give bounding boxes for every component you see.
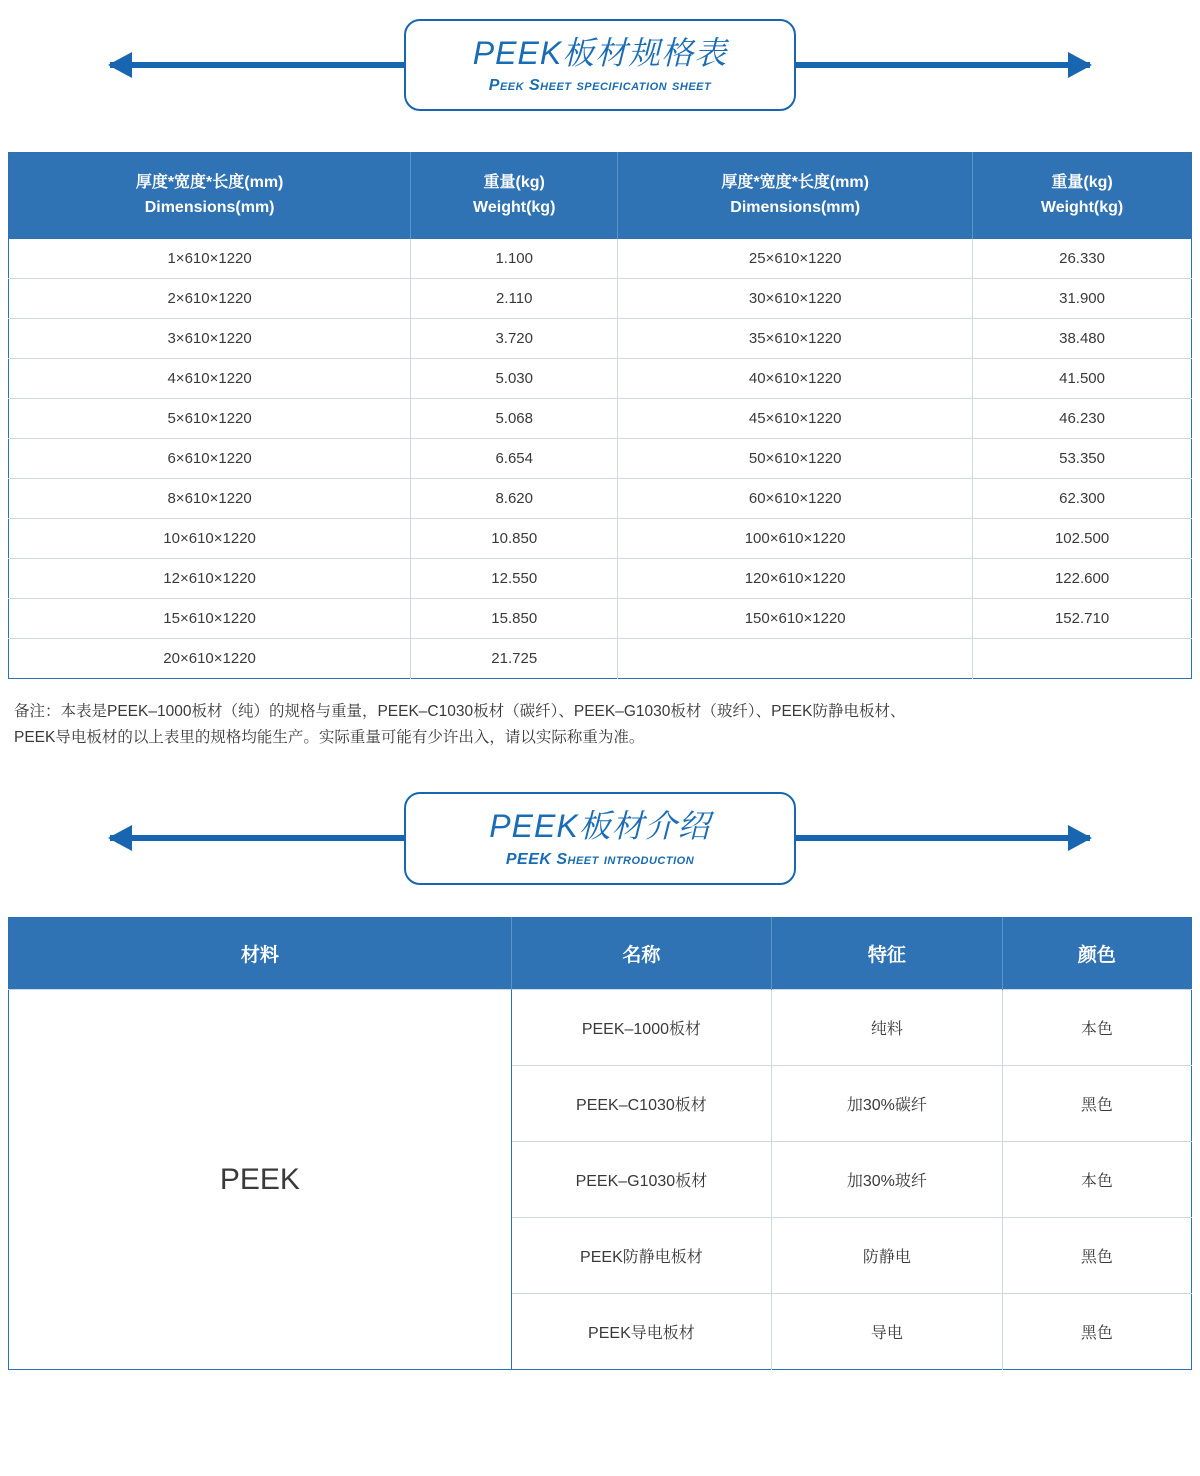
intro-header-color: 颜色 [1002, 918, 1191, 990]
spec-cell: 8×610×1220 [9, 478, 411, 518]
spec-cell: 100×610×1220 [618, 518, 973, 558]
spec-title-box [404, 19, 796, 112]
intro-header-name: 名称 [511, 918, 771, 990]
spec-cell: 31.900 [973, 278, 1192, 318]
table-row [9, 478, 1192, 518]
spec-note-line-2: PEEK导电板材的以上表里的规格均能生产。实际重量可能有少许出入，请以实际称重为准。 [14, 728, 645, 746]
spec-cell: 5.068 [411, 398, 618, 438]
intro-section-banner [0, 773, 1200, 903]
intro-table [8, 917, 1192, 1370]
spec-cell: 2×610×1220 [9, 278, 411, 318]
intro-title-en: PEEK Sheet introduction [505, 850, 695, 868]
intro-cell-name: PEEK–G1030板材 [511, 1142, 771, 1218]
arrow-left-icon [108, 825, 132, 851]
intro-cell-name: PEEK–C1030板材 [511, 1066, 771, 1142]
spec-cell: 38.480 [973, 318, 1192, 358]
spec-section-banner [0, 0, 1200, 130]
table-row [9, 438, 1192, 478]
spec-cell: 50×610×1220 [618, 438, 973, 478]
spec-cell [973, 638, 1192, 678]
table-row [9, 598, 1192, 638]
intro-table-wrap [8, 917, 1192, 1370]
spec-header-cn-3: 重量(kg) [1051, 174, 1113, 191]
spec-cell: 12.550 [411, 558, 618, 598]
spec-table-head [9, 153, 1192, 239]
spec-cell: 3.720 [411, 318, 618, 358]
intro-header-material: 材料 [9, 918, 512, 990]
spec-title-en: Peek Sheet specification sheet [488, 77, 712, 95]
spec-table [8, 152, 1192, 679]
spec-cell: 1×610×1220 [9, 239, 411, 279]
intro-cell-feature: 导电 [772, 1294, 1003, 1370]
table-row [9, 638, 1192, 678]
table-row [9, 518, 1192, 558]
spec-cell: 20×610×1220 [9, 638, 411, 678]
spec-cell: 45×610×1220 [618, 398, 973, 438]
arrow-right-icon [1068, 52, 1092, 78]
table-row [9, 990, 1192, 1066]
intro-cell-name: PEEK–1000板材 [511, 990, 771, 1066]
spec-header-row [9, 153, 1192, 239]
intro-cell-name: PEEK导电板材 [511, 1294, 771, 1370]
spec-cell: 12×610×1220 [9, 558, 411, 598]
intro-cell-color: 黑色 [1002, 1294, 1191, 1370]
spec-header-cn-2: 厚度*宽度*长度(mm) [721, 174, 869, 191]
spec-cell: 53.350 [973, 438, 1192, 478]
spec-cell: 41.500 [973, 358, 1192, 398]
spec-cell: 46.230 [973, 398, 1192, 438]
spec-cell: 3×610×1220 [9, 318, 411, 358]
spec-cell: 2.110 [411, 278, 618, 318]
spec-cell: 5×610×1220 [9, 398, 411, 438]
intro-cell-color: 黑色 [1002, 1218, 1191, 1294]
spec-header-cell-1 [411, 153, 618, 239]
intro-cell-color: 本色 [1002, 990, 1191, 1066]
spec-header-en-1: Weight(kg) [473, 198, 556, 216]
table-row [9, 558, 1192, 598]
spec-cell: 10×610×1220 [9, 518, 411, 558]
spec-cell: 150×610×1220 [618, 598, 973, 638]
spec-cell: 152.710 [973, 598, 1192, 638]
spec-cell: 30×610×1220 [618, 278, 973, 318]
spec-cell: 1.100 [411, 239, 618, 279]
table-row [9, 239, 1192, 279]
spec-cell: 120×610×1220 [618, 558, 973, 598]
arrow-left-icon [108, 52, 132, 78]
spec-header-cell-0 [9, 153, 411, 239]
spec-header-cell-2 [618, 153, 973, 239]
spec-table-body [9, 239, 1192, 679]
intro-cell-feature: 加30%碳纤 [772, 1066, 1003, 1142]
spec-cell: 122.600 [973, 558, 1192, 598]
spec-cell: 26.330 [973, 239, 1192, 279]
spec-cell: 35×610×1220 [618, 318, 973, 358]
table-row [9, 398, 1192, 438]
intro-header-row [9, 918, 1192, 990]
spec-header-cell-3 [973, 153, 1192, 239]
spec-header-en-2: Dimensions(mm) [730, 198, 861, 216]
spec-header-cn-0: 厚度*宽度*长度(mm) [135, 174, 284, 191]
spec-note-line-1: 备注：本表是PEEK–1000板材（纯）的规格与重量，PEEK–C1030板材（碳纤）、PEEK–G1030板材（玻纤）、PEEK防静电板材、 [14, 702, 906, 720]
table-row [9, 278, 1192, 318]
spec-title-cn: PEEK板材规格表 [472, 34, 728, 71]
spec-header-cn-1: 重量(kg) [483, 174, 545, 191]
arrow-right-icon [1068, 825, 1092, 851]
spec-cell: 5.030 [411, 358, 618, 398]
spec-cell: 102.500 [973, 518, 1192, 558]
intro-header-feature: 特征 [772, 918, 1003, 990]
spec-cell: 40×610×1220 [618, 358, 973, 398]
intro-table-body [9, 990, 1192, 1370]
spec-note [14, 699, 1186, 752]
spec-cell: 15×610×1220 [9, 598, 411, 638]
intro-title-cn: PEEK板材介绍 [489, 807, 711, 844]
intro-cell-feature: 加30%玻纤 [772, 1142, 1003, 1218]
intro-title-box [404, 792, 796, 885]
spec-table-wrap [8, 152, 1192, 679]
spec-header-en-3: Weight(kg) [1040, 198, 1124, 216]
spec-cell: 62.300 [973, 478, 1192, 518]
spec-header-en-0: Dimensions(mm) [144, 198, 275, 216]
spec-cell: 10.850 [411, 518, 618, 558]
material-name-cell: PEEK [9, 990, 512, 1370]
spec-cell: 6×610×1220 [9, 438, 411, 478]
intro-cell-color: 本色 [1002, 1142, 1191, 1218]
spec-cell: 6.654 [411, 438, 618, 478]
table-row [9, 318, 1192, 358]
table-row [9, 358, 1192, 398]
intro-cell-feature: 纯料 [772, 990, 1003, 1066]
spec-cell: 4×610×1220 [9, 358, 411, 398]
intro-table-head [9, 918, 1192, 990]
spec-cell: 8.620 [411, 478, 618, 518]
spec-cell: 25×610×1220 [618, 239, 973, 279]
spec-cell: 60×610×1220 [618, 478, 973, 518]
intro-cell-color: 黑色 [1002, 1066, 1191, 1142]
intro-cell-feature: 防静电 [772, 1218, 1003, 1294]
spec-cell: 15.850 [411, 598, 618, 638]
spec-cell [618, 638, 973, 678]
spec-cell: 21.725 [411, 638, 618, 678]
intro-cell-name: PEEK防静电板材 [511, 1218, 771, 1294]
